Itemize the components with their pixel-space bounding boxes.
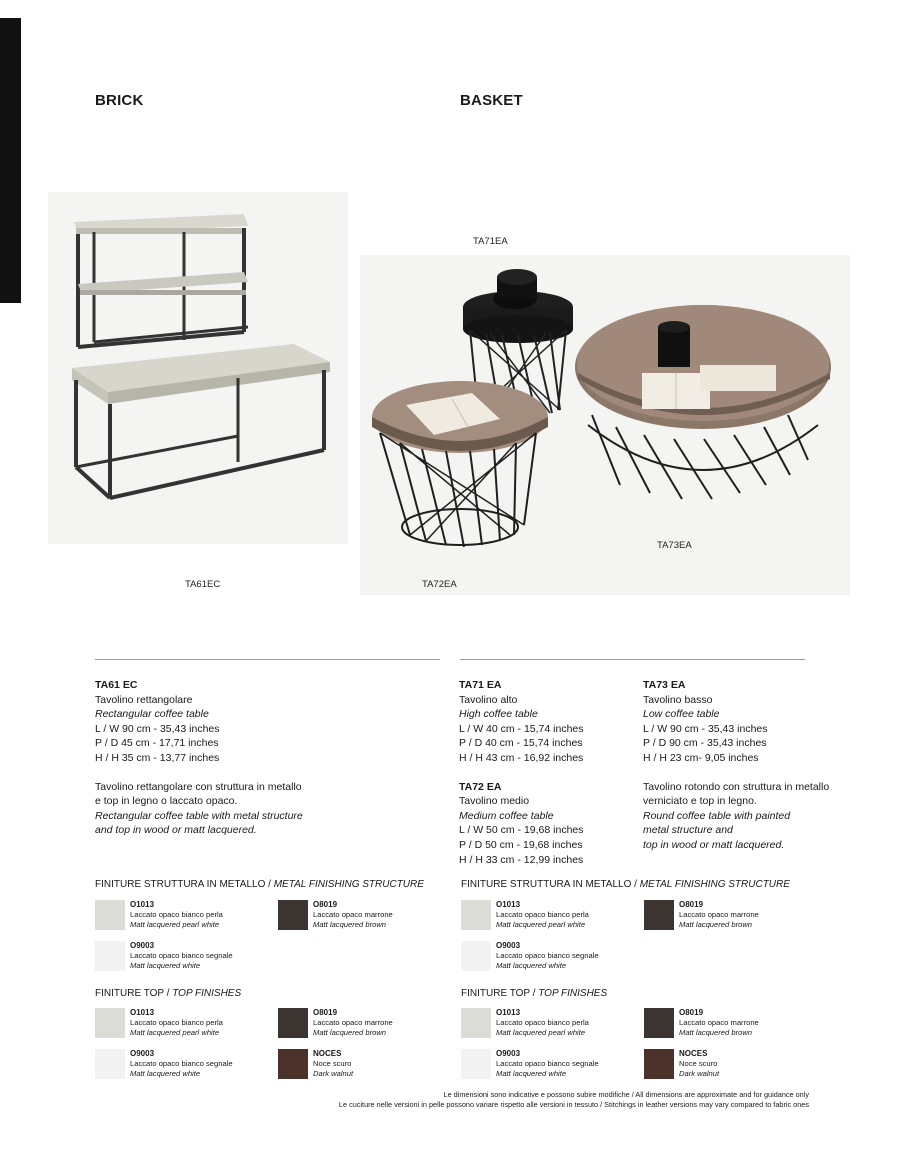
product-name-it: Tavolino basso bbox=[643, 693, 713, 706]
divider-left bbox=[95, 659, 440, 660]
finish-swatch bbox=[644, 1049, 674, 1079]
page-edge-tab bbox=[0, 18, 21, 303]
disclaimer-line: Le dimensioni sono indicative e possono subire modifiche / All dimensions are approximate and for guidance only bbox=[443, 1090, 809, 1099]
finish-swatch bbox=[461, 1008, 491, 1038]
product-code: TA71 EA bbox=[459, 679, 502, 691]
top-finishes-heading-right: FINITURE TOP / TOP FINISHES bbox=[461, 988, 608, 999]
product-code: TA72 EA bbox=[459, 780, 502, 793]
disclaimer bbox=[339, 1090, 809, 1111]
dimension-height: H / H 43 cm - 16,92 inches bbox=[459, 751, 584, 764]
brick-title: BRICK bbox=[95, 92, 144, 109]
dimension-depth: P / D 50 cm - 19,68 inches bbox=[459, 838, 583, 851]
finish-o9003: O9003 Laccato opaco bianco segnale Matt lacquered white bbox=[461, 1049, 599, 1080]
divider-right bbox=[460, 659, 805, 660]
top-finishes-heading-left: FINITURE TOP / TOP FINISHES bbox=[95, 988, 242, 999]
product-name-it: Tavolino alto bbox=[459, 693, 518, 706]
ta61ec-spec bbox=[95, 678, 425, 838]
finish-swatch bbox=[278, 1008, 308, 1038]
description-en-line: metal structure and bbox=[643, 824, 733, 837]
product-name-it: Tavolino rettangolare bbox=[95, 693, 193, 706]
finish-o1013: O1013 Laccato opaco bianco perla Matt lacquered pearl white bbox=[461, 1008, 589, 1039]
description-it-line: Tavolino rotondo con struttura in metallo bbox=[643, 780, 830, 793]
brick-product-photo bbox=[48, 192, 348, 544]
finish-swatch bbox=[95, 941, 125, 971]
finish-o8019: O8019 Laccato opaco marrone Matt lacquered brown bbox=[278, 900, 393, 931]
finish-o8019: O8019 Laccato opaco marrone Matt lacquered brown bbox=[644, 1008, 759, 1039]
finish-swatch bbox=[95, 900, 125, 930]
dimension-width: L / W 50 cm - 19,68 inches bbox=[459, 824, 584, 837]
description-en-line: and top in wood or matt lacquered. bbox=[95, 824, 257, 837]
finish-swatch bbox=[95, 1008, 125, 1038]
finish-o1013: O1013 Laccato opaco bianco perla Matt lacquered pearl white bbox=[95, 900, 223, 931]
ta73ea-spec bbox=[643, 678, 843, 853]
dimension-height: H / H 33 cm - 12,99 inches bbox=[459, 853, 584, 866]
finish-swatch bbox=[278, 900, 308, 930]
product-name-en: Medium coffee table bbox=[459, 809, 554, 822]
finish-swatch bbox=[461, 941, 491, 971]
description-en-line: top in wood or matt lacquered. bbox=[643, 838, 785, 851]
finish-noces: NOCES Noce scuro Dark walnut bbox=[278, 1049, 353, 1080]
dimension-width: L / W 90 cm - 35,43 inches bbox=[643, 722, 768, 735]
product-name-en: Rectangular coffee table bbox=[95, 708, 209, 721]
dimension-depth: P / D 40 cm - 15,74 inches bbox=[459, 737, 583, 750]
finish-swatch bbox=[461, 900, 491, 930]
description-en-line: Rectangular coffee table with metal structure bbox=[95, 809, 303, 822]
finish-swatch bbox=[461, 1049, 491, 1079]
product-name-it: Tavolino medio bbox=[459, 795, 530, 808]
product-code: TA73 EA bbox=[643, 679, 686, 691]
product-name-en: High coffee table bbox=[459, 708, 538, 721]
dimension-depth: P / D 45 cm - 17,71 inches bbox=[95, 737, 219, 750]
dimension-depth: P / D 90 cm - 35,43 inches bbox=[643, 737, 767, 750]
ta61ec-photo-label: TA61EC bbox=[185, 579, 221, 590]
dimension-width: L / W 40 cm - 15,74 inches bbox=[459, 722, 584, 735]
finish-swatch bbox=[644, 1008, 674, 1038]
finish-o9003: O9003 Laccato opaco bianco segnale Matt lacquered white bbox=[95, 1049, 233, 1080]
description-it-line: verniciato e top in legno. bbox=[643, 795, 757, 808]
basket-title: BASKET bbox=[460, 92, 523, 109]
dimension-height: H / H 23 cm- 9,05 inches bbox=[643, 751, 759, 764]
ta73ea-photo-label: TA73EA bbox=[657, 540, 692, 551]
description-en-line: Round coffee table with painted bbox=[643, 809, 791, 822]
ta72ea-photo-label: TA72EA bbox=[422, 579, 457, 590]
dimension-width: L / W 90 cm - 35,43 inches bbox=[95, 722, 220, 735]
finish-o8019: O8019 Laccato opaco marrone Matt lacquered brown bbox=[278, 1008, 393, 1039]
finish-o9003: O9003 Laccato opaco bianco segnale Matt lacquered white bbox=[461, 941, 599, 972]
finish-noces: NOCES Noce scuro Dark walnut bbox=[644, 1049, 719, 1080]
description-it-line: e top in legno o laccato opaco. bbox=[95, 795, 238, 808]
ta71ea-photo-label: TA71EA bbox=[473, 236, 508, 247]
finish-swatch bbox=[95, 1049, 125, 1079]
disclaimer-line: Le cuciture nelle versioni in pelle possono variare rispetto alle versioni in tessuto / Stitchings in leather versions may vary compared to fabric ones bbox=[338, 1100, 809, 1110]
finish-o1013: O1013 Laccato opaco bianco perla Matt lacquered pearl white bbox=[461, 900, 589, 931]
finish-o1013: O1013 Laccato opaco bianco perla Matt lacquered pearl white bbox=[95, 1008, 223, 1039]
product-code: TA61 EC bbox=[95, 679, 138, 691]
ta71ea-spec bbox=[459, 678, 634, 867]
product-name-en: Low coffee table bbox=[643, 708, 720, 721]
metal-finishes-heading-left: FINITURE STRUTTURA IN METALLO / METAL FINISHING STRUCTURE bbox=[95, 879, 424, 890]
finish-swatch bbox=[644, 900, 674, 930]
basket-product-photo bbox=[360, 255, 850, 595]
finish-swatch bbox=[278, 1049, 308, 1079]
finish-o9003: O9003 Laccato opaco bianco segnale Matt lacquered white bbox=[95, 941, 233, 972]
description-it-line: Tavolino rettangolare con struttura in metallo bbox=[95, 780, 302, 793]
finish-o8019: O8019 Laccato opaco marrone Matt lacquered brown bbox=[644, 900, 759, 931]
dimension-height: H / H 35 cm - 13,77 inches bbox=[95, 751, 220, 764]
metal-finishes-heading-right: FINITURE STRUTTURA IN METALLO / METAL FINISHING STRUCTURE bbox=[461, 879, 790, 890]
